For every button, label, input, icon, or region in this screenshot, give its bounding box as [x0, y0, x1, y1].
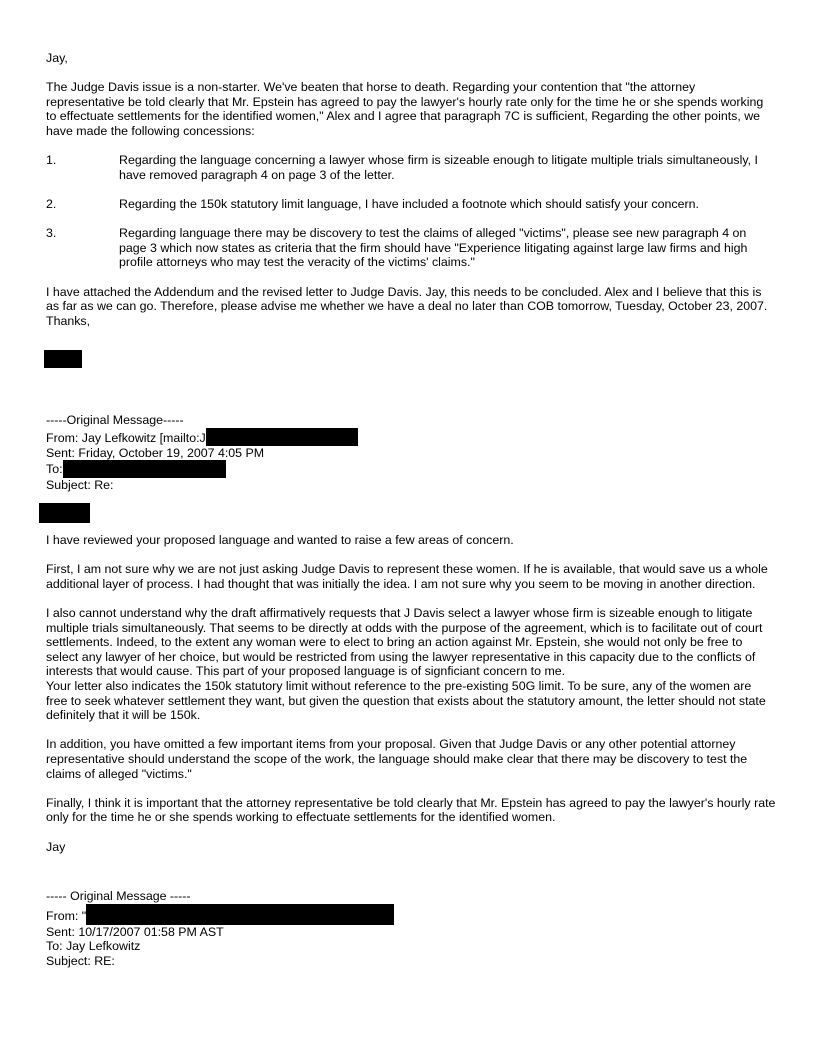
- item-text: Regarding the language concerning a lawyer whose firm is sizeable enough to litigate multiple trials simultaneously, I have removed paragraph 4 on page 3 of the letter.: [119, 153, 758, 182]
- original-paragraph-5: In addition, you have omitted a few important items from your proposal. Given that Judge Davis or any other potential attorney representative should understand the scope of the work, the language should make clear that there may be discovery to test the claims of alleged "victims.": [46, 737, 748, 781]
- redaction-bar: [39, 503, 90, 523]
- concession-item-3: [46, 226, 776, 270]
- item-text: Regarding language there may be discovery to test the claims of alleged "victims", please see new paragraph 4 on page 3 which now states as criteria that the firm should have "Experience litigating against large law firms and high profile attorneys who may test the veracity of the victims' claims.": [119, 226, 748, 270]
- sent-line: Sent: 10/17/2007 01:58 PM AST: [46, 924, 224, 939]
- original-message-header-2: [46, 889, 776, 968]
- salutation: Jay,: [46, 51, 68, 65]
- concession-item-2: [46, 197, 776, 212]
- to-label: To:: [46, 462, 63, 477]
- signature-redaction-row: [46, 350, 776, 368]
- subject-line: Subject: RE:: [46, 953, 115, 968]
- original-paragraph-1: I have reviewed your proposed language and wanted to raise a few areas of concern.: [46, 533, 514, 548]
- item-number: 1.: [46, 153, 57, 168]
- subject-line: Subject: Re:: [46, 478, 114, 493]
- item-text: Regarding the 150k statutory limit language, I have included a footnote which should satisfy your concern.: [119, 196, 699, 211]
- original-paragraph-3: I also cannot understand why the draft affirmatively requests that J Davis select a lawyer whose firm is sizeable enough to litigate multiple trials simultaneously. That seems to be directly at odds with the purpose of the agreement, which is to facilitate out of court settlements. Indeed, to the extent any woman were to elect to bring an action against Mr. Epstein, she would not only be free to select any lawyer of her choice, but would be restricted from using the lawyer representative in this capacity due to the conflicts of interests that would cause. This part of your proposed language is of signficiant concern to me.: [46, 606, 763, 679]
- item-number: 2.: [46, 196, 57, 211]
- redaction-bar: [86, 904, 394, 925]
- redaction-bar: [206, 428, 358, 446]
- from-line: [46, 428, 776, 446]
- reply-paragraph-1: The Judge Davis issue is a non-starter. We've beaten that horse to death. Regarding your contention that "the attorney representative be told clearly that Mr. Epstein has agreed to pay the lawyer's hourly rate only for the time he or she spends working to effectuate settlements for the identified women," Alex and I agree that paragraph 7C is sufficient, Regarding the other points, we have made the following concessions:: [46, 80, 764, 138]
- redaction-bar: [63, 460, 226, 478]
- original-paragraph-4: Your letter also indicates the 150k statutory limit without reference to the pre-existing 50G limit. To be sure, any of the women are free to seek whatever settlement they want, but given the question that exists about the statutory amount, the letter should not state definitely that it will be 150k.: [46, 679, 766, 723]
- from-label: From: Jay Lefkowitz [mailto:J: [46, 430, 206, 445]
- email-document: [46, 51, 776, 969]
- original-message-divider: -----Original Message-----: [46, 413, 184, 428]
- from-line: [46, 904, 776, 925]
- item-number: 3.: [46, 226, 57, 241]
- sent-line: Sent: Friday, October 19, 2007 4:05 PM: [46, 445, 265, 460]
- original-message-divider: ----- Original Message -----: [46, 889, 191, 904]
- original-paragraph-2: First, I am not sure why we are not just asking Judge Davis to represent these women. If he is available, that would save us a whole additional layer of process. I had thought that was initially the idea. I am not sure why you seem to be moving in another direction.: [46, 562, 768, 591]
- to-line: [46, 460, 776, 478]
- original-signature: Jay: [46, 839, 66, 854]
- redaction-bar: [44, 350, 82, 368]
- original-paragraph-6: Finally, I think it is important that the attorney representative be told clearly that Mr. Epstein has agreed to pay the lawyer's hourly rate only for the time he or she spends working to effectuate settlements for the identified women.: [46, 795, 776, 825]
- concession-item-1: [46, 153, 776, 182]
- to-line: To: Jay Lefkowitz: [46, 939, 141, 954]
- reply-closing: I have attached the Addendum and the revised letter to Judge Davis. Jay, this needs to be concluded. Alex and I believe that this is as far as we can go. Therefore, please advise me whether we have a deal no later than COB tomorrow, Tuesday, October 23, 2007. Thanks,: [46, 284, 768, 328]
- greeting-redaction-row: [46, 503, 776, 523]
- from-label: From: ": [46, 908, 87, 923]
- original-message-header-1: [46, 413, 776, 493]
